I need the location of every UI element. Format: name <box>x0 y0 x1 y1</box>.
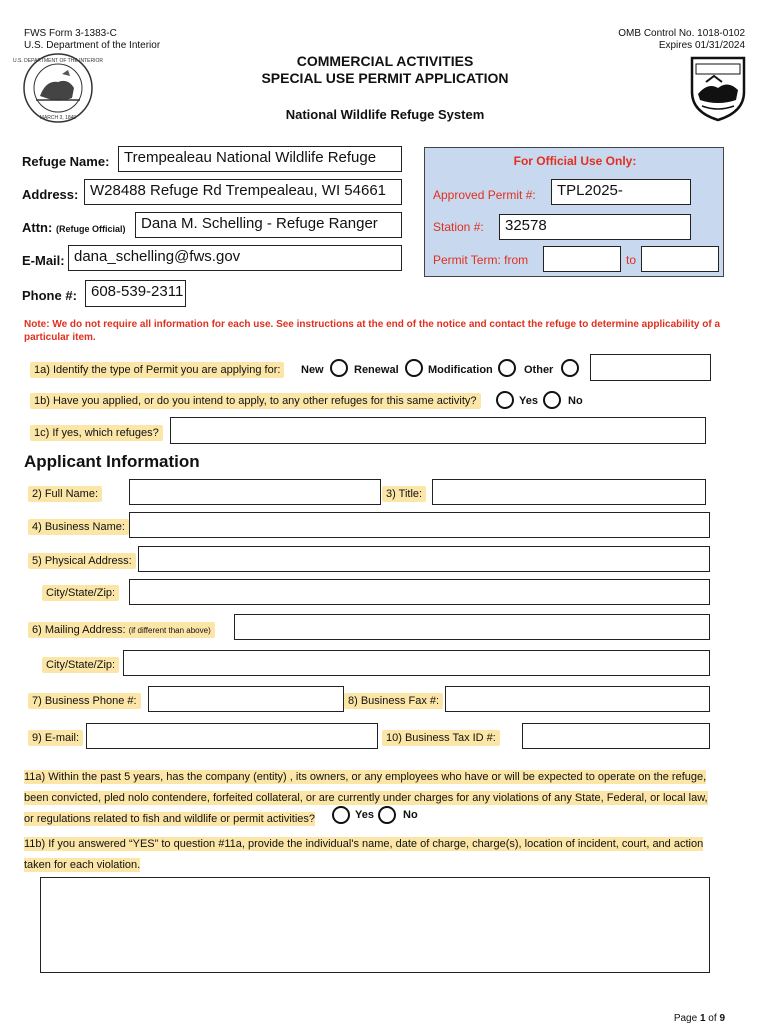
q1a-label: 1a) Identify the type of Permit you are applying for: <box>30 362 284 378</box>
business-name-label: 4) Business Name: <box>28 519 129 535</box>
attn-sub-label: (Refuge Official) <box>55 224 126 234</box>
radio-11a-no[interactable] <box>378 806 396 824</box>
form-title-line2: SPECIAL USE PERMIT APPLICATION <box>261 70 509 86</box>
q11a-no-label: No <box>403 809 418 821</box>
violations-textarea[interactable] <box>40 877 710 973</box>
page-total: 9 <box>719 1013 725 1024</box>
omb-control-number: OMB Control No. 1018-0102 <box>618 28 745 39</box>
page-number <box>674 1013 725 1024</box>
permit-term-from-field[interactable] <box>543 246 621 272</box>
permit-term-from-label: Permit Term: from <box>433 253 529 267</box>
department-name: U.S. Department of the Interior <box>24 40 161 51</box>
expiration-date: Expires 01/31/2024 <box>658 40 745 51</box>
mailing-address-label <box>28 622 215 638</box>
radio-other[interactable] <box>561 359 579 377</box>
full-name-field[interactable] <box>129 479 381 505</box>
other-permit-type-field[interactable] <box>590 354 711 381</box>
email-label: E-Mail: <box>22 253 65 268</box>
note-text: Note: We do not require all information for each use. See instructions at the end of the notice and contact the refuge to determine applicability of a particular item. <box>24 319 721 343</box>
option-modification-label: Modification <box>428 364 493 376</box>
q1b-no-label: No <box>568 395 583 407</box>
q1b-yes-label: Yes <box>519 395 538 407</box>
permit-term-to-label: to <box>626 253 637 267</box>
address-field[interactable]: W28488 Refuge Rd Trempealeau, WI 54661 <box>84 179 402 205</box>
tax-id-label: 10) Business Tax ID #: <box>382 730 500 746</box>
official-use-title: For Official Use Only: <box>513 154 637 168</box>
approved-permit-field[interactable]: TPL2025- <box>551 179 691 205</box>
q11a-line1: 11a) Within the past 5 years, has the company (entity) , its owners, or any employees who have or will be expected to operate on the refuge, <box>24 771 707 783</box>
business-fax-label: 8) Business Fax #: <box>344 693 443 709</box>
station-label: Station #: <box>433 220 484 234</box>
q1b-label: 1b) Have you applied, or do you intend to apply, to any other refuges for this same activity? <box>30 393 481 409</box>
attn-field[interactable]: Dana M. Schelling - Refuge Ranger <box>135 212 402 238</box>
q11b-line2: taken for each violation. <box>24 859 141 871</box>
page-prefix: Page <box>673 1013 700 1024</box>
phone-field[interactable]: 608-539-2311 <box>85 280 186 307</box>
form-title: COMMERCIAL ACTIVITIES <box>296 53 474 69</box>
permit-term-to-field[interactable] <box>641 246 719 272</box>
radio-modification[interactable] <box>498 359 516 377</box>
form-subtitle: National Wildlife Refuge System <box>285 107 485 122</box>
radio-new[interactable] <box>330 359 348 377</box>
applicant-info-heading: Applicant Information <box>24 452 200 471</box>
form-number: FWS Form 3-1383-C <box>24 28 117 39</box>
page-current: 1 <box>699 1013 706 1024</box>
option-other-label: Other <box>524 364 554 376</box>
email-field[interactable]: dana_schelling@fws.gov <box>68 245 402 271</box>
city-state-zip-label: City/State/Zip: <box>42 585 119 601</box>
radio-renewal[interactable] <box>405 359 423 377</box>
business-phone-label: 7) Business Phone #: <box>28 693 141 709</box>
attn-label <box>22 220 125 235</box>
approved-permit-label: Approved Permit #: <box>433 188 536 202</box>
tax-id-field[interactable] <box>522 723 710 749</box>
physical-address-field[interactable] <box>138 546 710 572</box>
applicant-email-label: 9) E-mail: <box>28 730 83 746</box>
q11b-text <box>24 834 744 876</box>
business-name-field[interactable] <box>129 512 710 538</box>
applicant-email-field[interactable] <box>86 723 378 749</box>
title-field[interactable] <box>432 479 706 505</box>
q1c-label: 1c) If yes, which refuges? <box>30 425 163 441</box>
mailing-address-field[interactable] <box>234 614 710 640</box>
page-of: of <box>705 1013 720 1024</box>
q11a-line2: been convicted, pled nolo contendere, forfeited collateral, or are currently under charges for any violations of any State, Federal, or local law, <box>24 792 708 804</box>
physical-address-label: 5) Physical Address: <box>28 553 136 569</box>
station-field[interactable]: 32578 <box>499 214 691 240</box>
phone-label: Phone #: <box>22 288 77 303</box>
address-label: Address: <box>22 187 79 202</box>
full-name-label: 2) Full Name: <box>28 486 102 502</box>
mailing-address-note: (if different than above) <box>128 626 211 635</box>
option-renewal-label: Renewal <box>354 364 399 376</box>
attn-label-text: Attn: <box>22 220 53 235</box>
radio-1b-no[interactable] <box>543 391 561 409</box>
refuge-name-label: Refuge Name: <box>22 154 110 169</box>
option-new-label: New <box>301 364 324 376</box>
svg-text:U.S. DEPARTMENT OF THE INTERIO: U.S. DEPARTMENT OF THE INTERIOR <box>13 58 103 64</box>
svg-text:MARCH 3, 1849: MARCH 3, 1849 <box>39 115 77 121</box>
other-refuges-field[interactable] <box>170 417 706 444</box>
official-use-panel <box>424 147 724 277</box>
business-phone-field[interactable] <box>148 686 344 712</box>
mailing-city-state-zip-label: City/State/Zip: <box>42 657 119 673</box>
q11a-line3: or regulations related to fish and wildlife or permit activities? <box>24 813 316 825</box>
title-label: 3) Title: <box>382 486 426 502</box>
mailing-address-label-text: 6) Mailing Address: <box>32 624 126 636</box>
radio-1b-yes[interactable] <box>496 391 514 409</box>
q11a-yes-label: Yes <box>355 809 374 821</box>
mailing-city-state-zip-field[interactable] <box>123 650 710 676</box>
business-fax-field[interactable] <box>445 686 710 712</box>
city-state-zip-field[interactable] <box>129 579 710 605</box>
radio-11a-yes[interactable] <box>332 806 350 824</box>
q11b-line1: 11b) If you answered “YES” to question #11a, provide the individual's name, date of charge, charge(s), location of incident, court, and action <box>24 838 704 850</box>
refuge-name-field[interactable]: Trempealeau National Wildlife Refuge <box>118 146 402 172</box>
